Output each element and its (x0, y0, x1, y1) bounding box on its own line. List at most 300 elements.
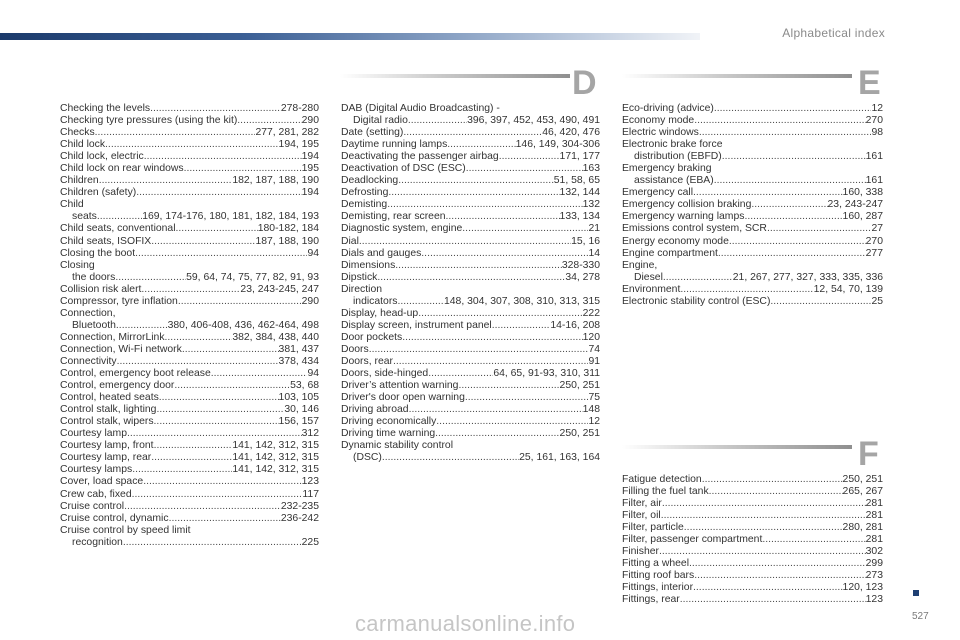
index-entry (341, 223, 600, 235)
index-term: Cover, load space (60, 476, 144, 488)
index-entry (60, 260, 319, 272)
index-entry (622, 151, 883, 163)
index-term: Driving time warning (341, 428, 436, 440)
dot-leader (387, 199, 582, 211)
page-ref[interactable]: 141, 142, 312, 315 (232, 452, 319, 464)
page-ref[interactable]: 281 (865, 510, 883, 522)
index-term: Display screen, instrument panel (341, 319, 492, 331)
index-entry (622, 582, 883, 594)
dot-leader (729, 236, 866, 248)
page-ref[interactable]: 299 (865, 558, 883, 570)
index-term: Energy economy mode (622, 235, 729, 247)
index-term: distribution (EBFD) (634, 151, 722, 163)
index-entry (341, 211, 600, 223)
dot-leader (661, 510, 866, 522)
dot-leader (462, 223, 588, 235)
dot-leader (151, 236, 255, 248)
dot-leader (693, 187, 843, 199)
dot-leader (159, 392, 279, 404)
index-entry (60, 332, 319, 344)
dot-leader (447, 139, 515, 151)
index-column-f (622, 474, 883, 607)
index-entry (60, 308, 319, 320)
index-entry (341, 127, 600, 139)
index-term: indicators (353, 295, 398, 307)
page-ref[interactable]: 94 (307, 247, 319, 259)
page-ref[interactable]: 74 (588, 343, 600, 355)
index-term: Door pockets (341, 331, 403, 343)
page-ref[interactable]: 146, 149, 304-306 (515, 139, 600, 151)
page-ref[interactable]: 380, 406-408, 436, 462-464, 498 (167, 319, 319, 331)
page-ref[interactable]: 290 (301, 115, 319, 127)
index-entry (60, 272, 319, 284)
index-term: Closing (60, 259, 95, 271)
index-term: Closing the boot (60, 247, 136, 259)
page-ref[interactable]: 312 (301, 428, 319, 440)
index-entry (60, 187, 319, 199)
dot-leader (174, 380, 290, 392)
dot-leader (762, 534, 865, 546)
index-term: Control, emergency boot release (60, 368, 211, 380)
dot-leader (662, 498, 866, 510)
page-ref[interactable]: 265, 267 (842, 486, 883, 498)
page-ref[interactable]: 396, 397, 452, 453, 490, 491 (467, 115, 600, 127)
page-ref[interactable]: 25, 161, 163, 164 (519, 452, 600, 464)
index-term: Crew cab, fixed (60, 488, 132, 500)
page-ref[interactable]: 161 (865, 151, 883, 163)
index-term: Diesel (634, 271, 663, 283)
index-entry (341, 308, 600, 320)
dot-leader (127, 428, 302, 440)
page-ref[interactable]: 277 (865, 247, 883, 259)
dot-leader (105, 139, 279, 151)
page-ref[interactable]: 14 (588, 247, 600, 259)
dot-leader (176, 223, 258, 235)
index-entry (341, 260, 600, 272)
page-ref[interactable]: 23, 243-245, 247 (240, 283, 319, 295)
index-term: Fittings, rear (622, 594, 680, 606)
index-entry (341, 139, 600, 151)
index-entry (622, 486, 883, 498)
page-ref[interactable]: 141, 142, 312, 315 (232, 464, 319, 476)
letter-header-bar (340, 74, 570, 78)
index-term: Emergency collision braking (622, 199, 752, 211)
page-ref[interactable]: 132, 144 (559, 187, 600, 199)
page-ref[interactable]: 222 (582, 307, 600, 319)
page-marker-square (913, 590, 919, 596)
index-entry (60, 236, 319, 248)
index-term: Filter, air (622, 498, 662, 510)
index-entry (60, 513, 319, 525)
index-term: Dials and gauges (341, 247, 422, 259)
dot-leader (492, 320, 551, 332)
dot-leader (663, 272, 733, 284)
index-term: the doors (72, 271, 116, 283)
page-ref[interactable]: 194 (301, 151, 319, 163)
page-ref[interactable]: 281 (865, 498, 883, 510)
page-ref[interactable]: 30, 146 (284, 404, 319, 416)
dot-leader (395, 260, 562, 272)
page-ref[interactable]: 281 (865, 534, 883, 546)
index-term: Demisting (341, 199, 388, 211)
index-entry (60, 199, 319, 211)
dot-leader (132, 464, 232, 476)
index-term: Deadlocking (341, 175, 399, 187)
index-entry (60, 115, 319, 127)
dot-leader (680, 594, 866, 606)
section-title: Alphabetical index (782, 26, 885, 40)
index-entry (341, 320, 600, 332)
letter-header-bar (622, 445, 852, 449)
index-term: Fitting a wheel (622, 558, 689, 570)
index-entry (341, 284, 600, 296)
dot-leader (770, 296, 871, 308)
page-ref[interactable]: 381, 437 (278, 343, 319, 355)
page-ref[interactable]: 278-280 (280, 103, 319, 114)
index-entry (60, 537, 319, 549)
dot-leader (184, 163, 302, 175)
page-ref[interactable]: 182, 187, 188, 190 (232, 175, 319, 187)
index-entry (60, 248, 319, 260)
page-ref[interactable]: 64, 65, 91-93, 310, 311 (493, 368, 600, 380)
page-ref[interactable]: 270 (865, 235, 883, 247)
page-ref[interactable]: 117 (302, 488, 319, 500)
index-entry (622, 522, 883, 534)
index-term: Children (safety) (60, 187, 137, 199)
page-ref[interactable]: 161 (865, 175, 883, 187)
index-entry (341, 151, 600, 163)
index-entry (60, 296, 319, 308)
index-term: Fatigue detection (622, 474, 702, 485)
index-entry (622, 510, 883, 522)
index-term: Connection, MirrorLink (60, 331, 165, 343)
page-ref[interactable]: 91 (588, 355, 600, 367)
index-entry (622, 199, 883, 211)
page-ref[interactable]: 328-330 (561, 259, 600, 271)
page-ref[interactable]: 12 (871, 103, 883, 114)
page-ref[interactable]: 141, 142, 312, 315 (232, 440, 319, 452)
dot-leader (182, 344, 279, 356)
page-ref[interactable]: 15, 16 (571, 235, 600, 247)
dot-leader (418, 308, 582, 320)
dot-leader (744, 211, 842, 223)
index-entry (60, 464, 319, 476)
dot-leader (165, 332, 233, 344)
index-term: Courtesy lamp, front (60, 440, 154, 452)
index-entry (60, 163, 319, 175)
page-ref[interactable]: 21 (588, 223, 600, 235)
index-entry (60, 440, 319, 452)
dot-leader (408, 115, 467, 127)
dot-leader (465, 392, 589, 404)
page-ref[interactable]: 120, 123 (842, 582, 883, 594)
page-ref[interactable]: 12, 54, 70, 139 (813, 283, 883, 295)
dot-leader (699, 127, 872, 139)
index-entry (60, 151, 319, 163)
page-ref[interactable]: 23, 243-247 (827, 199, 883, 211)
index-term: Eco-driving (advice) (622, 103, 714, 114)
page-ref[interactable]: 236-242 (280, 512, 319, 524)
index-term: Filling the fuel tank (622, 486, 709, 498)
index-term: Courtesy lamp (60, 428, 127, 440)
dot-leader (694, 570, 865, 582)
page-ref[interactable]: 148, 304, 307, 308, 310, 313, 315 (444, 295, 600, 307)
page-ref[interactable]: 34, 278 (565, 271, 600, 283)
index-term: Display, head-up (341, 307, 419, 319)
page-ref[interactable]: 171, 177 (559, 151, 600, 163)
index-term: Driver's door open warning (341, 392, 465, 404)
index-term: Electronic brake force (622, 139, 723, 151)
index-entry (60, 416, 319, 428)
index-term: Doors, side-hinged (341, 368, 429, 380)
index-entry (341, 187, 600, 199)
index-entry (622, 534, 883, 546)
index-term: Environment (622, 283, 681, 295)
index-term: Connectivity (60, 355, 117, 367)
page-ref[interactable]: 302 (865, 546, 883, 558)
page-ref[interactable]: 75 (588, 392, 600, 404)
index-term: Child (60, 199, 84, 211)
page-ref[interactable]: 194 (301, 187, 319, 199)
index-entry (622, 570, 883, 582)
page-ref[interactable]: 94 (307, 368, 319, 380)
index-entry (60, 368, 319, 380)
page-ref[interactable]: 12 (588, 416, 600, 428)
index-entry (622, 260, 883, 272)
index-entry (622, 594, 883, 606)
dot-leader (428, 368, 493, 380)
index-term: Dipstick (341, 271, 378, 283)
page-ref[interactable]: 148 (582, 404, 600, 416)
dot-leader (116, 320, 168, 332)
index-entry (60, 320, 319, 332)
dot-leader (722, 151, 866, 163)
dot-leader (499, 151, 560, 163)
index-term: Engine compartment (622, 247, 718, 259)
page-ref[interactable]: 160, 338 (842, 187, 883, 199)
index-column-c (60, 103, 319, 549)
page-ref[interactable]: 232-235 (280, 500, 319, 512)
index-term: (DSC) (353, 452, 382, 464)
letter-d: D (572, 64, 597, 102)
index-term: seats (72, 211, 97, 223)
dot-leader (237, 115, 301, 127)
dot-leader (680, 284, 813, 296)
index-entry (341, 452, 600, 464)
dot-leader (684, 522, 843, 534)
page-ref[interactable]: 225 (301, 536, 319, 548)
page-ref[interactable]: 250, 251 (559, 428, 600, 440)
dot-leader (751, 199, 827, 211)
index-entry (341, 272, 600, 284)
index-entry (60, 452, 319, 464)
page-ref[interactable]: 27 (871, 223, 883, 235)
index-term: Child lock, electric (60, 151, 144, 163)
index-term: Courtesy lamps (60, 464, 133, 476)
page-ref[interactable]: 280, 281 (842, 522, 883, 534)
index-term: Filter, particle (622, 522, 684, 534)
page-ref[interactable]: 120 (582, 331, 600, 343)
page-ref[interactable]: 103, 105 (278, 392, 319, 404)
dot-leader (659, 546, 866, 558)
dot-leader (714, 175, 866, 187)
index-term: Emergency call (622, 187, 694, 199)
index-term: Child lock on rear windows (60, 163, 184, 175)
index-entry (60, 380, 319, 392)
page-ref[interactable]: 123 (301, 476, 319, 488)
index-term: Courtesy lamp, rear (60, 452, 152, 464)
dot-leader (141, 284, 240, 296)
index-entry (622, 223, 883, 235)
index-entry (341, 163, 600, 175)
dot-leader (144, 151, 302, 163)
index-entry (622, 558, 883, 570)
index-term: Children (60, 175, 99, 187)
page-ref[interactable]: 98 (871, 127, 883, 139)
index-term: Cruise control by speed limit (60, 524, 191, 536)
index-entry (60, 139, 319, 151)
index-term: Control stalk, lighting (60, 404, 157, 416)
dot-leader (135, 248, 307, 260)
page-ref[interactable]: 53, 68 (290, 380, 319, 392)
page-ref[interactable]: 133, 134 (559, 211, 600, 223)
page-ref[interactable]: 290 (301, 295, 319, 307)
page-ref[interactable]: 250, 251 (842, 474, 883, 485)
page-ref[interactable]: 180-182, 184 (257, 223, 319, 235)
index-entry (341, 428, 600, 440)
dot-leader (702, 474, 843, 486)
index-entry (622, 103, 883, 115)
dot-leader (421, 248, 588, 260)
index-term: Child seats, conventional (60, 223, 176, 235)
index-entry (60, 284, 319, 296)
page-ref[interactable]: 195 (301, 163, 319, 175)
dot-leader (377, 272, 565, 284)
page-ref[interactable]: 25 (871, 295, 883, 307)
index-term: Daytime running lamps (341, 139, 448, 151)
dot-leader (397, 296, 444, 308)
dot-leader (150, 103, 281, 115)
index-term: Control, emergency door (60, 380, 175, 392)
watermark: carmanualsonline.info (355, 611, 576, 636)
index-entry (341, 115, 600, 127)
dot-leader (393, 356, 588, 368)
index-term: Control stalk, wipers (60, 416, 154, 428)
index-term: Defrosting (341, 187, 389, 199)
dot-leader (402, 332, 582, 344)
index-term: Deactivating the passenger airbag (341, 151, 499, 163)
index-term: Filter, passenger compartment (622, 534, 763, 546)
page-ref[interactable]: 277, 281, 282 (255, 127, 319, 139)
index-entry (341, 332, 600, 344)
page-ref[interactable]: 14-16, 208 (550, 319, 600, 331)
page-ref[interactable]: 123 (865, 594, 883, 606)
index-entry (622, 474, 883, 486)
index-term: recognition (72, 536, 123, 548)
dot-leader (178, 296, 302, 308)
dot-leader (458, 380, 559, 392)
index-term: Direction (341, 283, 382, 295)
dot-leader (95, 127, 256, 139)
index-term: Checking tyre pressures (using the kit) (60, 115, 238, 127)
index-entry (622, 139, 883, 151)
index-term: Filter, oil (622, 510, 661, 522)
page-ref[interactable]: 187, 188, 190 (255, 235, 319, 247)
page-ref[interactable]: 51, 58, 65 (553, 175, 600, 187)
dot-leader (117, 356, 279, 368)
dot-leader (359, 236, 571, 248)
index-entry (341, 356, 600, 368)
page-ref[interactable]: 270 (865, 115, 883, 127)
dot-leader (154, 440, 233, 452)
page-ref[interactable]: 163 (582, 163, 600, 175)
index-term: Cruise control, dynamic (60, 512, 169, 524)
dot-leader (718, 248, 866, 260)
page-ref[interactable]: 132 (582, 199, 600, 211)
index-entry (622, 546, 883, 558)
index-term: DAB (Digital Audio Broadcasting) - (341, 103, 500, 114)
index-entry (341, 248, 600, 260)
index-term: Compressor, tyre inflation (60, 295, 178, 307)
page-ref[interactable]: 156, 157 (278, 416, 319, 428)
index-entry (341, 175, 600, 187)
dot-leader (466, 163, 583, 175)
page-ref[interactable]: 273 (865, 570, 883, 582)
page-ref[interactable]: 378, 434 (278, 355, 319, 367)
page-ref[interactable]: 169, 174-176, 180, 181, 182, 184, 193 (142, 211, 319, 223)
index-term: Driver’s attention warning (341, 380, 459, 392)
index-entry (60, 223, 319, 235)
page-number: 527 (912, 611, 929, 622)
index-entry (341, 236, 600, 248)
page-ref[interactable]: 46, 420, 476 (542, 127, 600, 139)
page-ref[interactable]: 194, 195 (278, 139, 319, 151)
dot-leader (97, 211, 142, 223)
index-term: Date (setting) (341, 127, 404, 139)
dot-leader (388, 187, 559, 199)
index-entry (622, 296, 883, 308)
index-entry (622, 236, 883, 248)
index-entry (341, 199, 600, 211)
index-entry (60, 404, 319, 416)
index-term: Driving abroad (341, 404, 409, 416)
index-entry (622, 187, 883, 199)
index-term: Electronic stability control (ESC) (622, 295, 771, 307)
index-entry (60, 175, 319, 187)
dot-leader (156, 404, 284, 416)
index-term: Connection, (60, 307, 116, 319)
page-ref[interactable]: 382, 384, 438, 440 (232, 331, 319, 343)
index-entry (60, 127, 319, 139)
index-term: Engine, (622, 259, 658, 271)
index-entry (60, 356, 319, 368)
header-gradient-bar (0, 33, 700, 40)
index-entry (60, 428, 319, 440)
index-entry (341, 440, 600, 452)
index-term: Driving economically (341, 416, 437, 428)
letter-e: E (858, 64, 881, 102)
index-entry (341, 344, 600, 356)
page-ref[interactable]: 21, 267, 277, 327, 333, 335, 336 (732, 271, 883, 283)
dot-leader (709, 486, 843, 498)
index-entry (622, 115, 883, 127)
letter-header-bar (622, 74, 852, 78)
index-entry (622, 284, 883, 296)
index-term: Doors, rear (341, 355, 393, 367)
page-ref[interactable]: 160, 287 (842, 211, 883, 223)
page-ref[interactable]: 59, 64, 74, 75, 77, 82, 91, 93 (186, 271, 319, 283)
page-ref[interactable]: 250, 251 (559, 380, 600, 392)
